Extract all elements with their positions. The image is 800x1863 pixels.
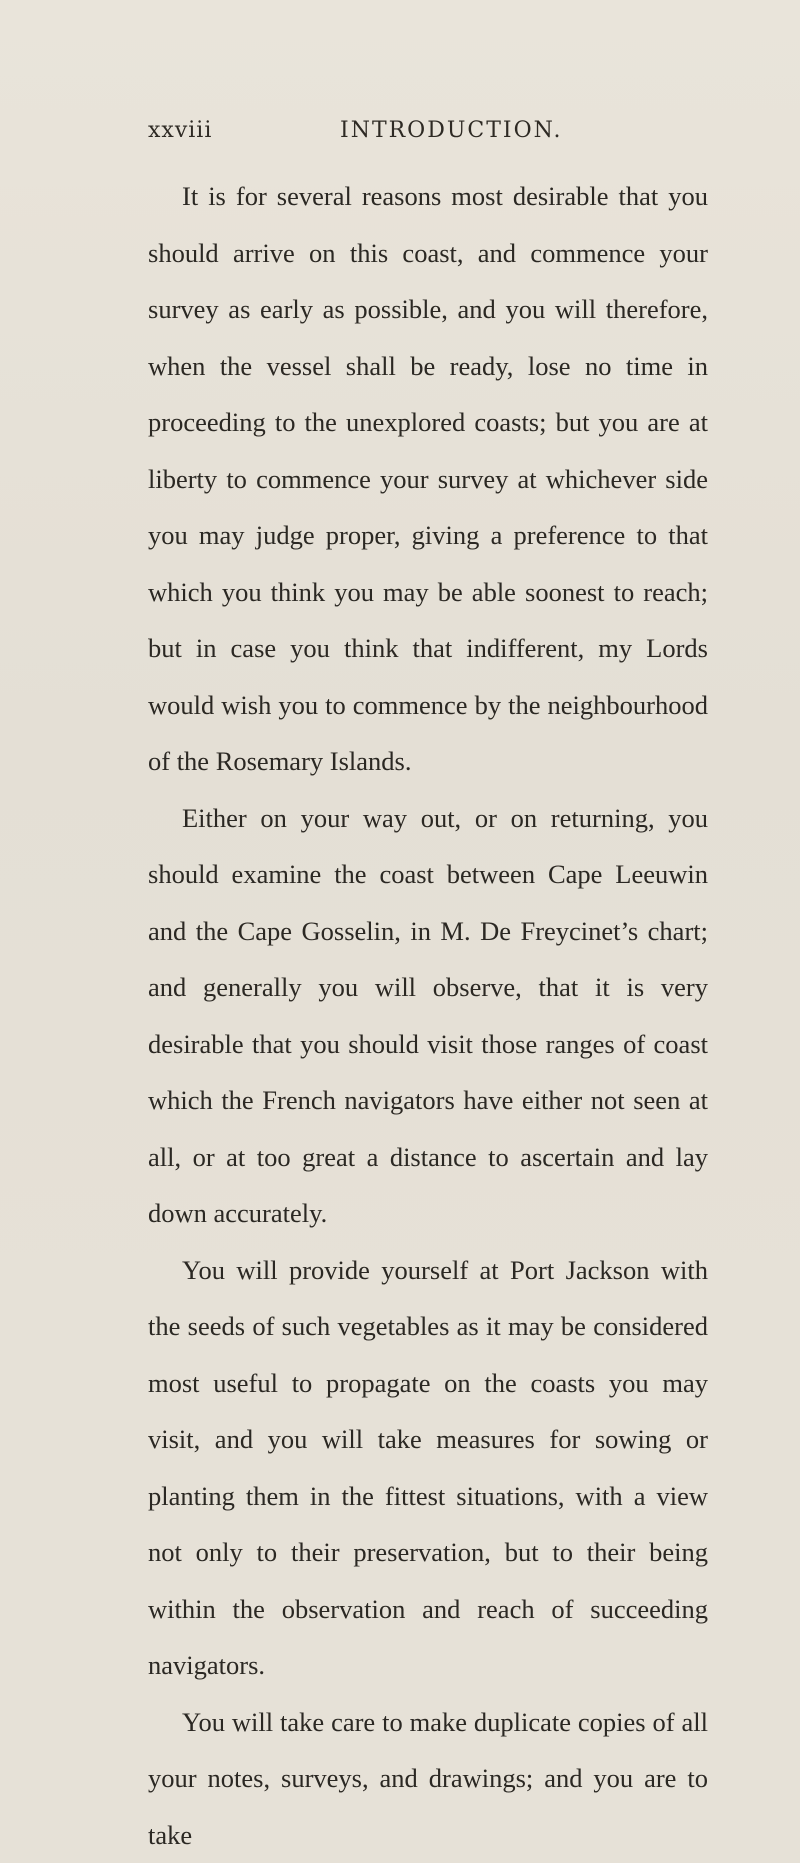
paragraph-4: You will take care to make duplicate copies of all your notes, surveys, and drawings; and you are to take (148, 1694, 708, 1863)
running-head (148, 118, 708, 158)
section-title: INTRODUCTION. (340, 118, 562, 143)
paragraph-1: It is for several reasons most desirable that you should arrive on this coast, and commence your survey as early as possible, and you will therefore, when the vessel shall be ready, lose no time in proceeding to the unexplored coasts; but you are at liberty to commence your survey at whichever side you may judge proper, giving a preference to that which you think you may be able soonest to reach; but in case you think that indifferent, my Lords would wish you to commence by the neighbourhood of the Rosemary Islands. (148, 168, 708, 790)
page-number: xxviii (148, 118, 212, 143)
paragraph-3: You will provide yourself at Port Jackson with the seeds of such vegetables as it may be considered most useful to propagate on the coasts you may visit, and you will take measures for sowing or planting them in the fittest situations, with a view not only to their preservation, but to their being within the observation and reach of succeeding navigators. (148, 1242, 708, 1694)
body-text (148, 168, 708, 1863)
paragraph-2: Either on your way out, or on returning, you should examine the coast between Cape Leeuwin and the Cape Gosselin, in M. De Freycinet’s chart; and generally you will observe, that it is very desirable that you should visit those ranges of coast which the French navigators have either not seen at all, or at too great a distance to ascertain and lay down accurately. (148, 790, 708, 1242)
